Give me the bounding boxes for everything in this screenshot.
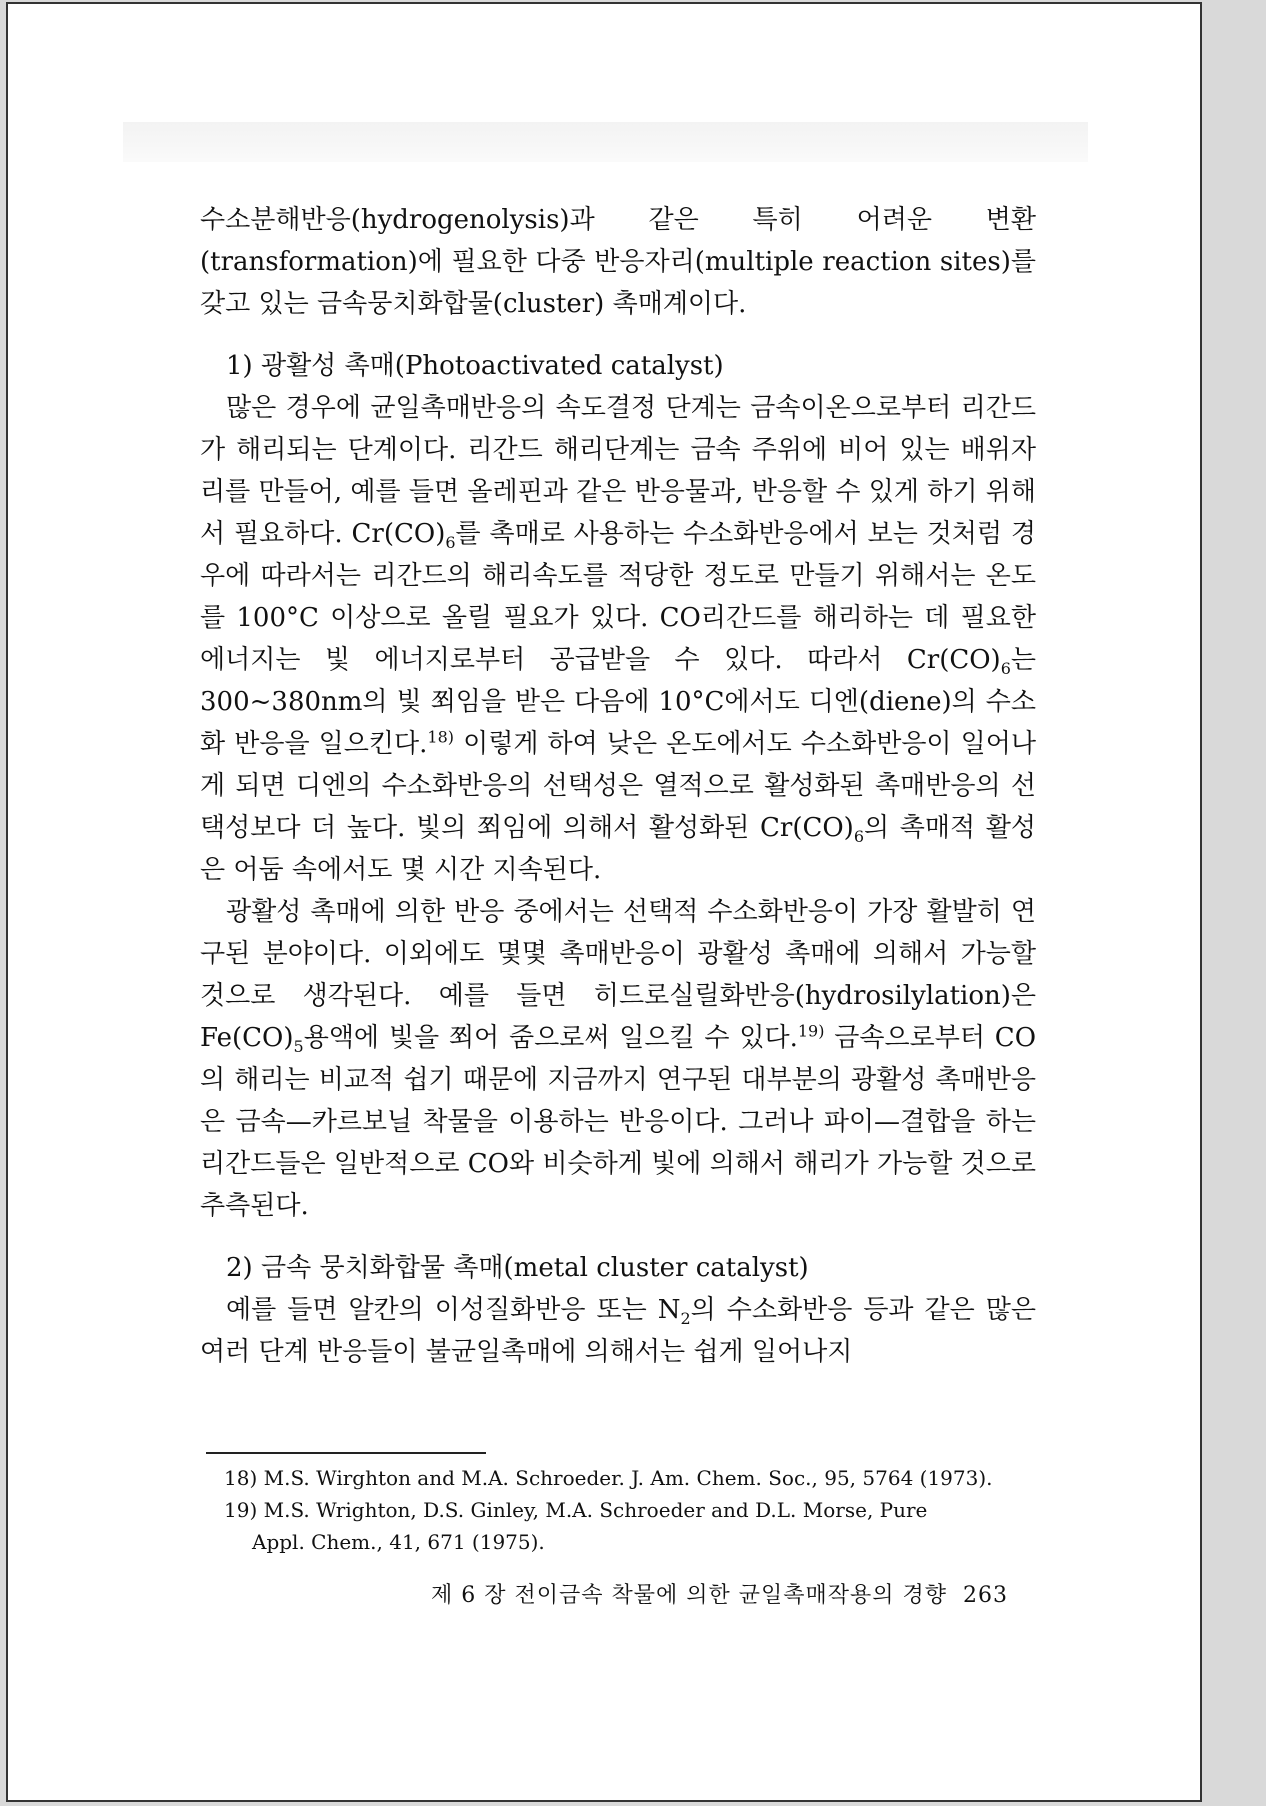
subscript: 6: [853, 827, 865, 847]
running-footer: [431, 1578, 1008, 1609]
subscript: 6: [1000, 659, 1011, 679]
footnotes: [224, 1462, 1036, 1558]
footnote-18: 18) M.S. Wirghton and M.A. Schroeder. J. Am. Chem. Soc., 95, 5764 (1973).: [224, 1466, 993, 1490]
reference-mark-18: 18): [427, 727, 454, 747]
footnote-19: 19) M.S. Wrighton, D.S. Ginley, M.A. Schroeder and D.L. Morse, Pure Appl. Chem., 41, 671 (1975).: [224, 1498, 928, 1554]
paragraph-metal-cluster: 예를 들면 알칸의 이성질화반응 또는 $N_2$의 수소화반응 등과 같은 많은 여러 단계 반응들이 불균일촉매에 의해서는 쉽게 일어나지: [200, 1295, 1036, 1367]
document-page: [6, 2, 1202, 1802]
scan-shading: [123, 122, 1088, 162]
paragraph-intro: 수소분해반응(hydrogenolysis)과 같은 특히 어려운 변환(transformation)에 필요한 다중 반응자리(multiple reaction sites)를 갖고 있는 금속뭉치화합물(cluster) 촉매계이다.: [200, 205, 1036, 319]
chapter-title: 제 6 장 전이금속 착물에 의한 균일촉매작용의 경향: [431, 1583, 947, 1608]
subscript: 6: [445, 533, 456, 553]
footnote-divider: [206, 1452, 486, 1454]
page-number: 263: [963, 1583, 1008, 1608]
reference-mark-19: 19): [797, 1021, 825, 1041]
body-text: [200, 199, 1036, 1373]
paragraph-photoactivated-1: 많은 경우에 균일촉매반응의 속도결정 단계는 금속이온으로부터 리간드가 해리되는 단계이다. 리간드 해리단계는 금속 주위에 비어 있는 배위자리를 만들어, 예를 들면 올레핀과 같은 반응물과, 반응할 수 있게 하기 위해서 필요하다. $Cr(CO)_6$를 촉매로 사용하는 수소화반응에서 보는 것처럼 경우에 따라서는 리간드의 해리속도를 적당한 정도로 만들기 위해서는 온도를 100°C 이상으로 올릴 필요가 있다. CO리간드를 해리하는 데 필요한 에너지는 빛 에너지로부터 공급받을 수 있다. 따라서 $Cr(CO)_6$는 300~380nm의 빛 쬐임을 받은 다음에 10°C에서도 디엔(diene)의 수소화 반응을 일으킨다.$^{18)}$ 이렇게 하여 낮은 온도에서도 수소화반응이 일어나게 되면 디엔의 수소화반응의 선택성은 열적으로 활성화된 촉매반응의 선택성보다 더 높다. 빛의 쬐임에 의해서 활성화된 $Cr(CO)_6$의 촉매적 활성은 어둠 속에서도 몇 시간 지속된다.: [200, 393, 1037, 885]
section-heading-photoactivated: 1) 광활성 촉매(Photoactivated catalyst): [226, 351, 724, 381]
subscript: 2: [680, 1309, 691, 1329]
section-heading-metal-cluster: 2) 금속 뭉치화합물 촉매(metal cluster catalyst): [226, 1253, 809, 1283]
subscript: 5: [293, 1037, 304, 1057]
paragraph-photoactivated-2: 광활성 촉매에 의한 반응 중에서는 선택적 수소화반응이 가장 활발히 연구된 분야이다. 이외에도 몇몇 촉매반응이 광활성 촉매에 의해서 가능할 것으로 생각된다. 예를 들면 히드로실릴화반응(hydrosilylation)은 $Fe(CO)_5$용액에 빛을 쬐어 줌으로써 일으킬 수 있다.$^{19)}$ 금속으로부터 CO의 해리는 비교적 쉽기 때문에 지금까지 연구된 대부분의 광활성 촉매반응은 금속—카르보닐 착물을 이용하는 반응이다. 그러나 파이—결합을 하는 리간드들은 일반적으로 CO와 비슷하게 빛에 의해서 해리가 가능할 것으로 추측된다.: [200, 897, 1037, 1221]
